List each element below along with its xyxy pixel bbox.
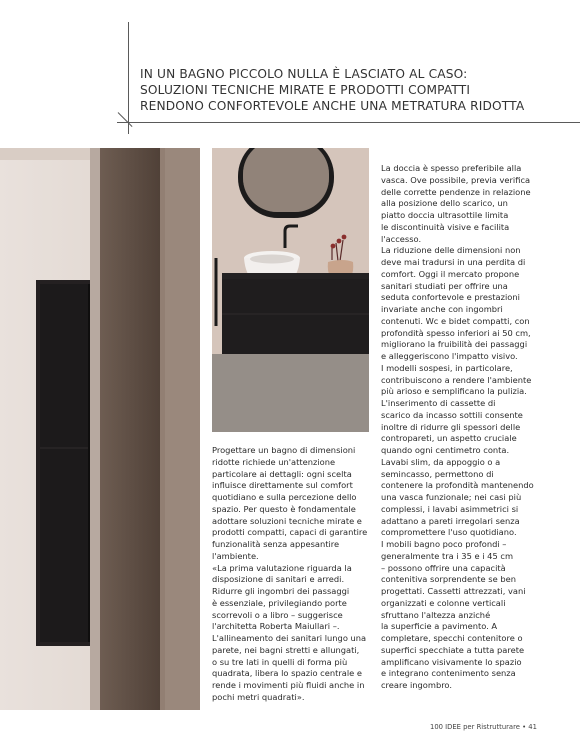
text-line: piatto doccia ultrasottile limita: [381, 210, 509, 220]
text-line: generalmente tra i 35 e i 45 cm: [381, 550, 514, 561]
text-line: vasca. Ove possibile, previa verifica: [381, 174, 531, 185]
text-line: le discontinuità visive e facilita: [381, 221, 510, 232]
headline-line: IN UN BAGNO PICCOLO NULLA È LASCIATO AL CASO:: [140, 67, 468, 81]
page-headline: [140, 66, 560, 114]
text-line: parete, nei bagni stretti e allungati,: [212, 644, 360, 655]
text-line: alla posizione dello scarico, un: [381, 198, 508, 209]
text-line: funzionalità senza appesantire: [212, 539, 340, 549]
text-line: sfruttano l'altezza anziché: [381, 609, 491, 620]
text-line: adattano a pareti irregolari senza: [381, 515, 520, 526]
text-line: compromettere l'uso quotidiano.: [381, 527, 517, 538]
article-column-middle: [212, 445, 372, 704]
text-line: inoltre di ridurre gli spessori delle: [381, 421, 521, 432]
text-line: l'architetta Roberta Maiullari –.: [212, 621, 340, 632]
headline-line: RENDONO CONFORTEVOLE ANCHE UNA METRATURA RIDOTTA: [140, 99, 525, 113]
text-line: pochi metri quadrati».: [212, 691, 305, 702]
text-line: superfici specchiate a tutta parete: [381, 644, 525, 655]
text-line: quando ogni centimetro conta.: [381, 445, 510, 455]
text-line: contribuiscono a rendere l'ambiente: [381, 374, 532, 385]
page-folio: 100 IDEE per Ristrutturare • 41: [430, 723, 537, 731]
text-line: contenuti. Wc e bidet compatti, con: [381, 315, 530, 326]
text-line: prodotti compatti, capaci di garantire: [212, 527, 368, 538]
text-line: disposizione di sanitari e arredi.: [212, 574, 345, 585]
tall-cabinet-illustration: [0, 148, 200, 710]
text-line: particolare ai dettagli: ogni scelta: [212, 468, 352, 479]
text-line: più arioso e semplificano la pulizia.: [381, 386, 527, 397]
text-line: La doccia è spesso preferibile alla: [381, 163, 522, 173]
text-line: contropareti, un aspetto cruciale: [381, 433, 517, 444]
text-line: adottare soluzioni tecniche mirate e: [212, 515, 362, 526]
text-line: completare, specchi contenitore o: [381, 633, 523, 643]
crop-mark-diagonal: [118, 112, 133, 127]
text-line: contenere la profondità mantenendo: [381, 480, 534, 491]
text-line: rende i movimenti più fluidi anche in: [212, 680, 365, 690]
text-line: – possono offrire una capacità: [381, 562, 506, 573]
text-line: o su tre lati in quelli di forma più: [212, 656, 348, 667]
text-line: scarico da incasso sottili consente: [381, 409, 523, 420]
text-line: Lavabi slim, da appoggio o a: [381, 456, 501, 467]
text-line: invariate anche con ingombri: [381, 304, 503, 314]
headline-line: SOLUZIONI TECNICHE MIRATE E PRODOTTI COMPATTI: [140, 83, 471, 97]
text-line: la superficie a pavimento. A: [381, 621, 498, 632]
text-line: I modelli sospesi, in particolare,: [381, 362, 513, 373]
text-line: delle corrette pendenze in relazione: [381, 186, 531, 197]
text-line: sanitari studiati per offrire una: [381, 280, 508, 291]
text-line: I mobili bagno poco profondi –: [381, 539, 507, 549]
text-line: complessi, i lavabi asimmetrici si: [381, 503, 519, 514]
text-line: Progettare un bagno di dimensioni: [212, 445, 356, 455]
text-line: contenitiva sorprendente se ben: [381, 574, 516, 585]
text-line: spazio. Per questo è fondamentale: [212, 503, 356, 514]
photo-tall-cabinet: [0, 148, 200, 710]
text-line: organizzati e colonne verticali: [381, 597, 506, 608]
text-line: amplificano visivamente lo spazio: [381, 656, 522, 667]
washbasin-illustration: [212, 148, 369, 432]
text-line: migliorano la fruibilità dei passaggi: [381, 339, 528, 350]
text-line: «La prima valutazione riguarda la: [212, 562, 352, 573]
text-line: quadrata, libera lo spazio centrale e: [212, 668, 362, 679]
photo-washbasin: [212, 148, 369, 432]
text-line: è essenziale, privilegiando porte: [212, 597, 347, 608]
article-column-right: [381, 163, 557, 692]
text-line: La riduzione delle dimensioni non: [381, 245, 521, 256]
text-line: quotidiano e sulla percezione dello: [212, 492, 357, 502]
text-line: L'allineamento dei sanitari lungo una: [212, 633, 367, 643]
text-line: comfort. Oggi il mercato propone: [381, 268, 520, 279]
text-line: e integrano contenimento senza: [381, 668, 516, 679]
text-line: influisce direttamente sul comfort: [212, 480, 353, 491]
text-line: l'ambiente.: [212, 550, 259, 561]
text-line: scorrevoli o a libro – suggerisce: [212, 609, 343, 620]
text-line: e alleggeriscono l'impatto visivo.: [381, 351, 518, 361]
text-line: l'accesso.: [381, 233, 422, 244]
text-line: deve mai tradursi in una perdita di: [381, 257, 526, 267]
text-line: una vasca funzionale; nei casi più: [381, 492, 522, 502]
text-line: ridotte richiede un'attenzione: [212, 456, 336, 467]
text-line: L'inserimento di cassette di: [381, 398, 496, 408]
crop-mark-vertical: [128, 22, 129, 134]
text-line: seduta confortevole e prestazioni: [381, 292, 520, 303]
text-line: progettati. Cassetti attrezzati, vani: [381, 586, 526, 596]
text-line: semincasso, permettono di: [381, 468, 494, 479]
crop-mark-horizontal: [117, 122, 580, 123]
text-line: creare ingombro.: [381, 680, 453, 690]
text-line: profondità spesso inferiori ai 50 cm,: [381, 327, 531, 338]
text-line: Ridurre gli ingombri dei passaggi: [212, 586, 350, 596]
